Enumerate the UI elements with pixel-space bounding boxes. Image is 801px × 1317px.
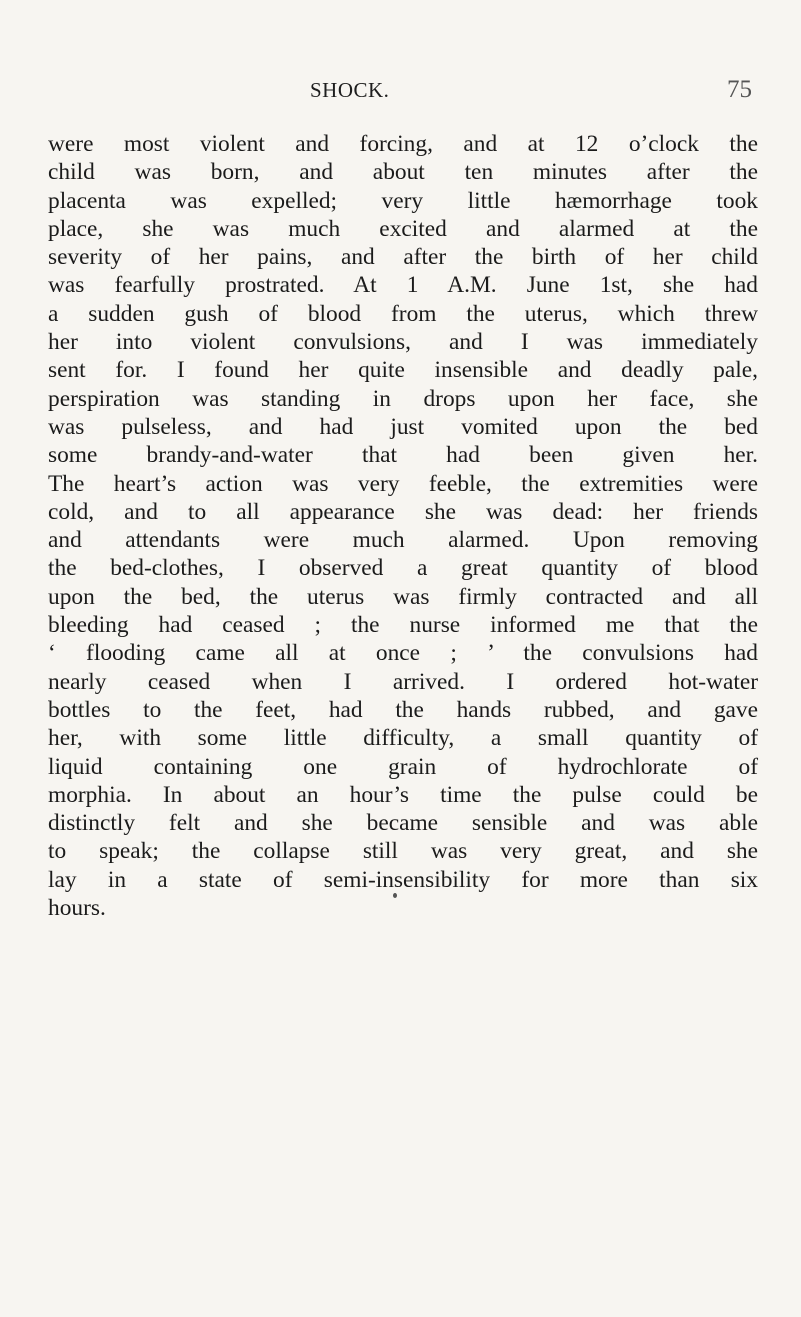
text-line: liquid containing one grain of hydrochlorate of xyxy=(48,753,758,780)
text-line: was fearfully prostrated. At 1 A.M. June 1st, she had xyxy=(48,272,758,299)
text-line: lay in a state of semi-insensibility for more than six xyxy=(48,866,758,893)
text-line: and attendants were much alarmed. Upon removing xyxy=(48,527,758,554)
text-line: upon the bed, the uterus was firmly contracted and all xyxy=(48,583,758,610)
text-line: The heart’s action was very feeble, the extremities were xyxy=(48,470,758,497)
text-line: ‘ flooding came all at once ; ’ the convulsions had xyxy=(48,640,758,667)
text-line: hours. xyxy=(48,895,106,922)
body-paragraph xyxy=(48,130,758,922)
page-number: 75 xyxy=(727,76,752,103)
text-line: child was born, and about ten minutes after the xyxy=(48,159,758,186)
text-line: morphia. In about an hour’s time the pulse could be xyxy=(48,781,758,808)
text-line: bottles to the feet, had the hands rubbed, and gave xyxy=(48,696,758,723)
text-line: were most violent and forcing, and at 12 o’clock the xyxy=(48,131,758,157)
ink-speck xyxy=(393,893,397,898)
text-line: the bed-clothes, I observed a great quantity of blood xyxy=(48,555,758,582)
text-line: place, she was much excited and alarmed at the xyxy=(48,215,758,242)
text-line: cold, and to all appearance she was dead: her friends xyxy=(48,498,758,525)
text-line: sent for. I found her quite insensible and deadly pale, xyxy=(48,357,758,384)
text-line: severity of her pains, and after the birth of her child xyxy=(48,244,758,271)
text-line: a sudden gush of blood from the uterus, which threw xyxy=(48,300,758,327)
text-line: bleeding had ceased ; the nurse informed me that the xyxy=(48,612,758,639)
running-title: SHOCK. xyxy=(310,78,390,102)
text-line: distinctly felt and she became sensible and was able xyxy=(48,810,758,837)
running-head xyxy=(48,78,758,108)
text-line: her into violent convulsions, and I was immediately xyxy=(48,329,758,356)
text-line: nearly ceased when I arrived. I ordered hot-water xyxy=(48,668,758,695)
text-line: to speak; the collapse still was very great, and she xyxy=(48,838,758,865)
text-line: some brandy-and-water that had been given her. xyxy=(48,442,758,469)
text-line: perspiration was standing in drops upon her face, she xyxy=(48,385,758,412)
text-line: was pulseless, and had just vomited upon the bed xyxy=(48,413,758,440)
text-line: her, with some little difficulty, a small quantity of xyxy=(48,725,758,752)
text-line: placenta was expelled; very little hæmorrhage took xyxy=(48,187,758,214)
